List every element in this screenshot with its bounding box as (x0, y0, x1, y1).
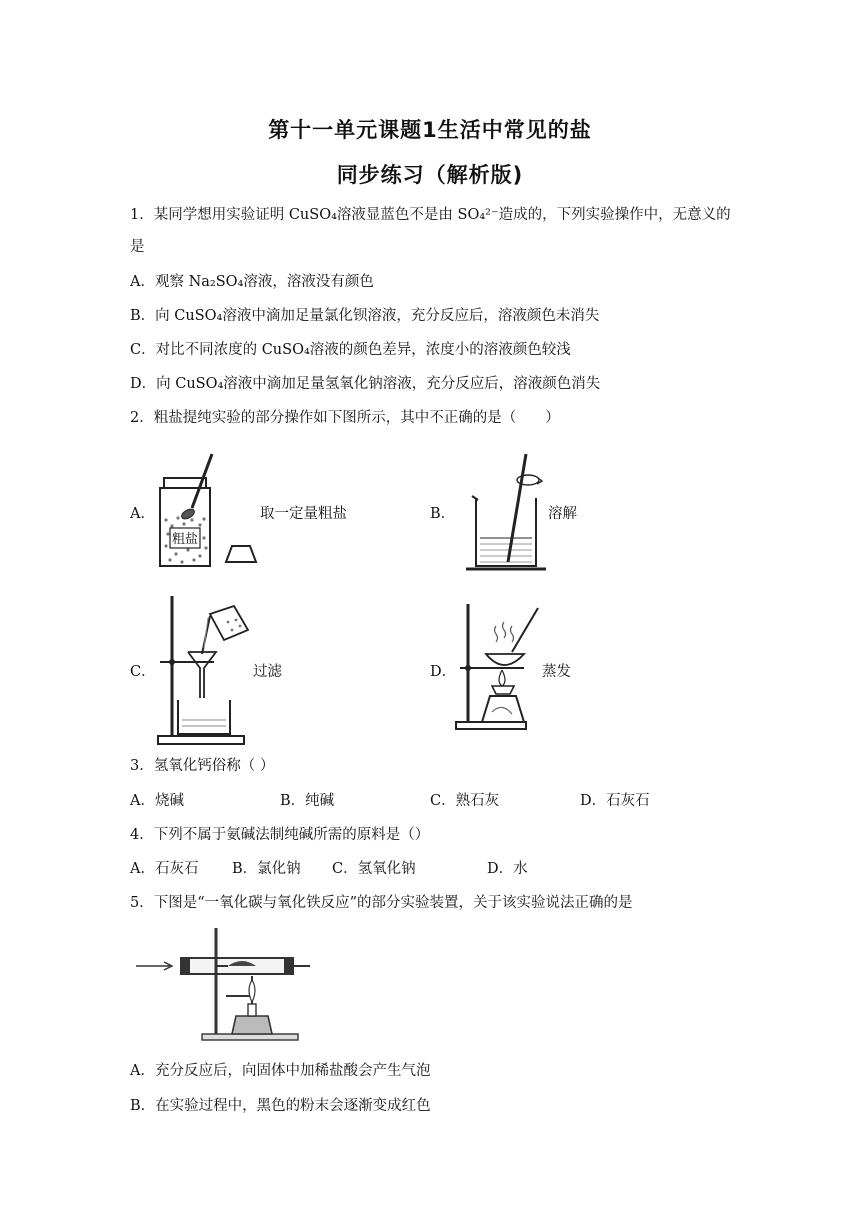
q2-option-c-caption: 过滤 (253, 664, 282, 680)
q1-stem-line2: 是 (130, 239, 145, 255)
q2-option-b-caption: 溶解 (548, 506, 577, 522)
q2-figure-c (152, 592, 252, 746)
q3-option-c: C．熟石灰 (430, 793, 500, 809)
q2-option-a-letter: A． (130, 506, 155, 522)
q3-option-a: A．烧碱 (130, 793, 184, 809)
q2-stem: 2．粗盐提纯实验的部分操作如下图所示，其中不正确的是（ ） (130, 410, 560, 426)
q1-stem-line1: 1．某同学想用实验证明 CuSO₄溶液显蓝色不是由 SO₄²⁻造成的，下列实验操作中，无意义的 (130, 207, 731, 223)
q2-option-d-caption: 蒸发 (542, 664, 571, 680)
q1-option-a: A．观察 Na₂SO₄溶液，溶液没有颜色 (130, 274, 374, 290)
page-title: 第十一单元课题1生活中常见的盐 (268, 118, 592, 142)
q2-figure-b (462, 450, 554, 574)
q2-figure-d (452, 598, 554, 732)
q1-option-d: D．向 CuSO₄溶液中滴加足量氢氧化钠溶液，充分反应后，溶液颜色消失 (130, 376, 601, 392)
q4-option-d: D．水 (487, 861, 528, 877)
q5-option-b: B．在实验过程中，黑色的粉末会逐渐变成红色 (130, 1098, 431, 1114)
q4-option-a: A．石灰石 (130, 861, 199, 877)
q4-stem: 4．下列不属于氨碱法制纯碱所需的原料是（） (130, 827, 430, 843)
q1-option-b: B．向 CuSO₄溶液中滴加足量氯化钡溶液，充分反应后，溶液颜色未消失 (130, 308, 600, 324)
q3-stem: 3．氢氧化钙俗称（ ） (130, 758, 275, 774)
q3-option-b: B．纯碱 (280, 793, 335, 809)
q2-option-c-letter: C． (130, 664, 156, 680)
q3-option-d: D．石灰石 (580, 793, 650, 809)
q2-option-a-caption: 取一定量粗盐 (260, 506, 347, 522)
jar-label: 粗盐 (171, 532, 199, 547)
q5-figure (136, 924, 312, 1044)
q2-option-d-letter: D． (430, 664, 457, 680)
q5-stem: 5．下图是“一氧化碳与氧化铁反应”的部分实验装置，关于该实验说法正确的是 (130, 895, 633, 911)
q2-option-b-letter: B． (430, 506, 456, 522)
q1-option-c: C．对比不同浓度的 CuSO₄溶液的颜色差异，浓度小的溶液颜色较浅 (130, 342, 571, 358)
q5-option-a: A．充分反应后，向固体中加稀盐酸会产生气泡 (130, 1063, 431, 1079)
q4-option-b: B．氯化钠 (232, 861, 301, 877)
q4-option-c: C．氢氧化钠 (332, 861, 416, 877)
page-subtitle: 同步练习（解析版) (336, 163, 524, 187)
